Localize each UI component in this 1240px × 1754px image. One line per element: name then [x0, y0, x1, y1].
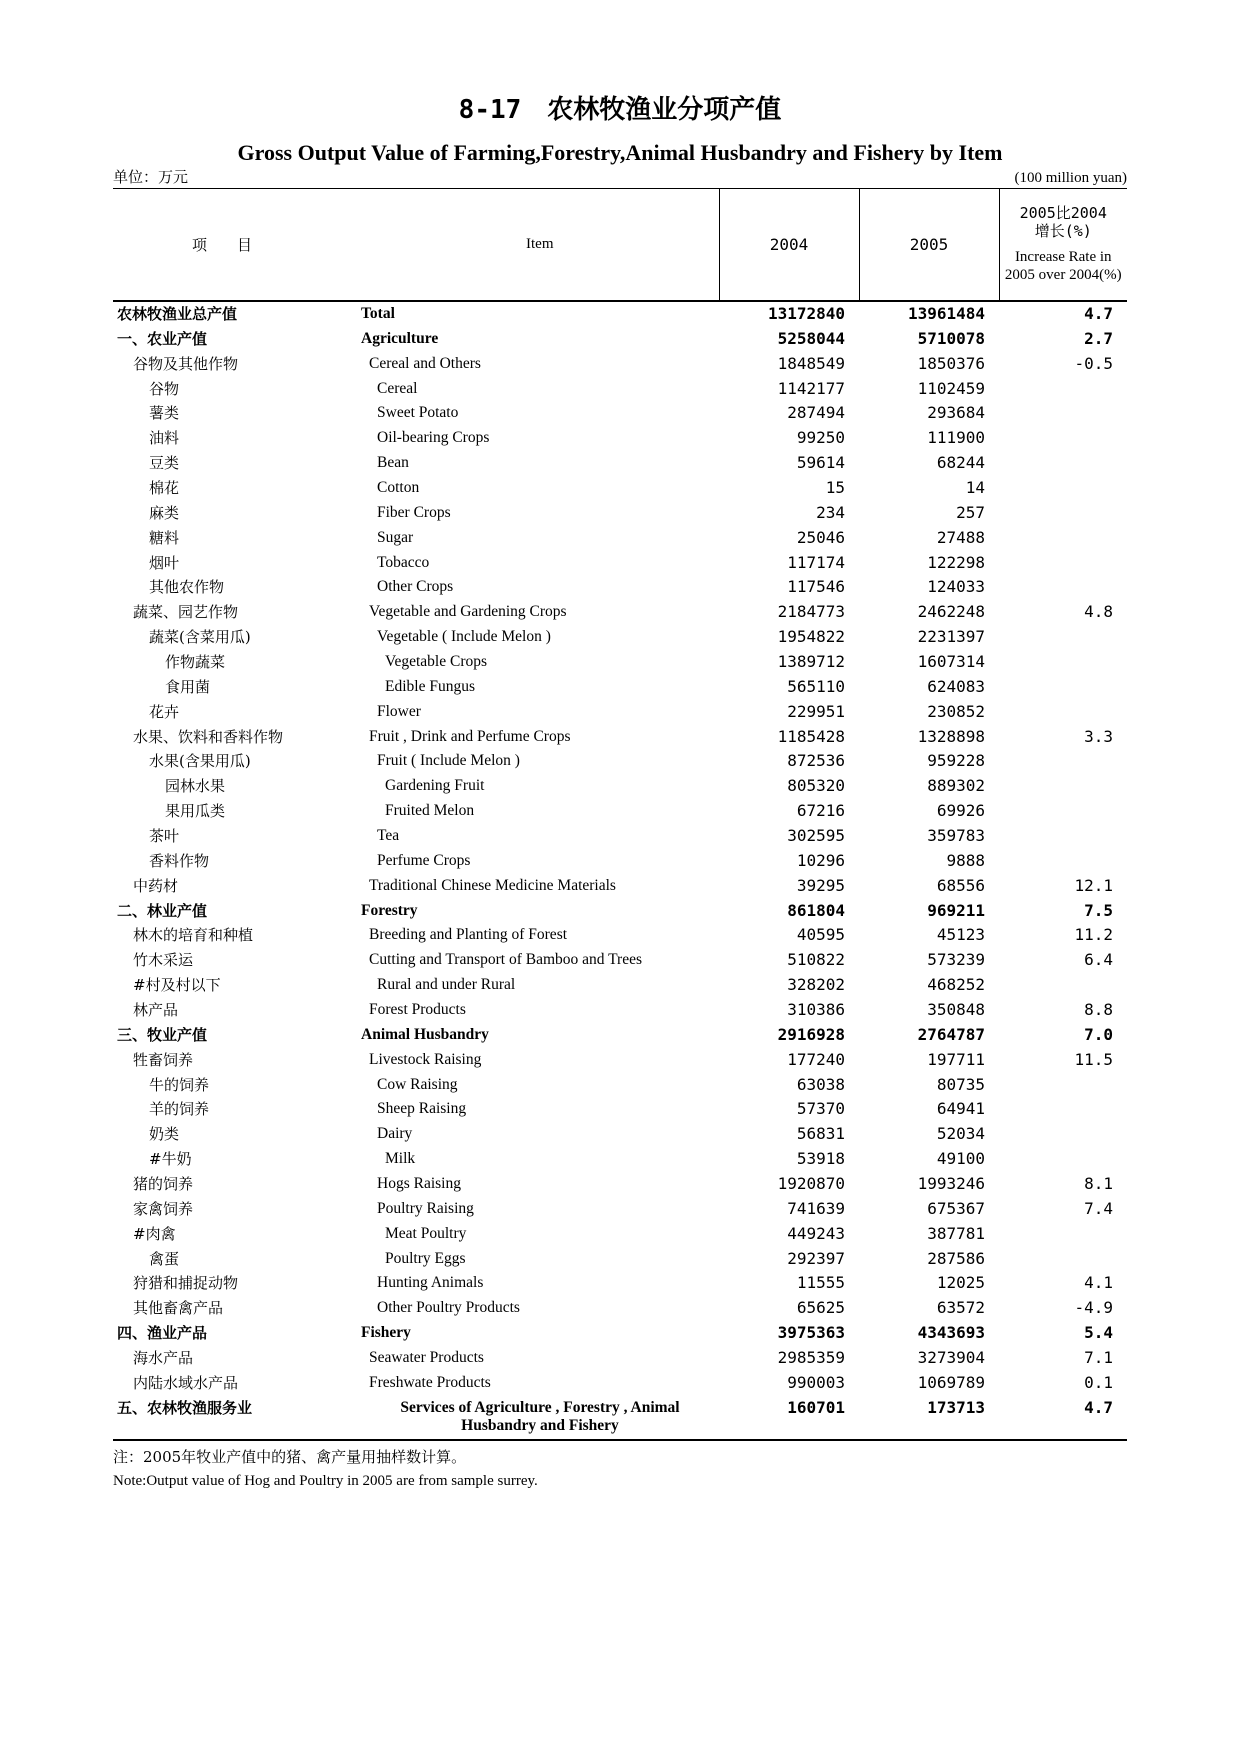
cell-value-2005: 69926: [936, 801, 985, 821]
cell-value-2005: 350848: [927, 999, 985, 1019]
cell-item-cn: 糖料: [149, 528, 180, 547]
cell-item-en: Services of Agriculture , Forestry , Animal Husbandry and Fishery: [400, 1399, 680, 1435]
unit-cn: 单位：万元: [113, 170, 189, 186]
table-body: [113, 301, 1127, 1441]
table-title-cn: [113, 90, 1127, 130]
cell-item-en: Cereal: [377, 379, 418, 397]
cell-value-2004: 1920870: [777, 1174, 845, 1193]
cell-item-en: Sheep Raising: [377, 1100, 467, 1118]
table-row: [113, 873, 1127, 898]
cell-value-2005: 197711: [927, 1049, 985, 1069]
header-increase-cn-1: 2005比2004: [1019, 204, 1107, 223]
cell-value-2005: 1607314: [917, 651, 985, 671]
cell-item-en: Breeding and Planting of Forest: [369, 926, 568, 944]
table-row: [113, 650, 1127, 675]
table-row: [113, 301, 1127, 327]
table-row: [113, 1147, 1127, 1172]
table-row: [113, 1196, 1127, 1221]
cell-increase: [999, 575, 1127, 600]
cell-item-cn: 猪的饲养: [133, 1175, 194, 1193]
cell-value-2005: 27488: [936, 527, 985, 547]
notes: [113, 1445, 1127, 1493]
cell-increase: 4.8: [1084, 602, 1113, 622]
cell-value-2004: 2916928: [777, 1024, 845, 1044]
cell-value-2004: 741639: [787, 1198, 845, 1218]
cell-value-2005: 387781: [927, 1223, 985, 1243]
cell-item-cn: 奶类: [149, 1125, 180, 1144]
cell-value-2005: 1993246: [917, 1174, 985, 1193]
cell-item-en: Flower: [377, 702, 421, 720]
table-row: [113, 1246, 1127, 1271]
cell-increase: -4.9: [1074, 1298, 1113, 1318]
cell-value-2005: 52034: [936, 1124, 985, 1144]
cell-value-2005: 2462248: [917, 602, 985, 622]
cell-value-2005: 64941: [936, 1099, 985, 1119]
cell-item-cn: 二、林业产值: [117, 901, 208, 920]
cell-item-cn: 羊的饲养: [149, 1100, 210, 1119]
cell-item-cn: 其他农作物: [149, 578, 225, 597]
cell-increase: -0.5: [1074, 353, 1113, 373]
cell-value-2004: 2184773: [777, 602, 845, 622]
cell-increase: [999, 774, 1127, 799]
cell-value-2005: 675367: [927, 1198, 985, 1218]
cell-value-2004: 63038: [796, 1074, 845, 1094]
cell-value-2004: 39295: [796, 875, 845, 895]
cell-value-2004: 872536: [787, 751, 845, 771]
table-row: [113, 699, 1127, 724]
cell-item-cn: 其他畜禽产品: [133, 1299, 224, 1318]
cell-item-cn: 一、农业产值: [117, 329, 208, 348]
cell-value-2004: 3975363: [777, 1323, 845, 1343]
cell-item-cn: 水果(含果用瓜): [149, 752, 251, 771]
cell-increase: 3.3: [1084, 726, 1113, 746]
table-row: [113, 1395, 1127, 1440]
cell-item-en: Vegetable and Gardening Crops: [369, 603, 567, 621]
table-row: [113, 1321, 1127, 1346]
cell-item-cn: 中药材: [133, 876, 179, 895]
cell-increase: [999, 1122, 1127, 1147]
table-row: [113, 625, 1127, 650]
cell-item-en: Other Crops: [377, 578, 454, 596]
cell-value-2005: 2231397: [917, 627, 985, 647]
table-number: 8-17: [458, 95, 522, 125]
cell-item-en: Poultry Eggs: [385, 1249, 466, 1267]
cell-item-cn: 牲畜饲养: [133, 1050, 194, 1069]
cell-increase: 8.1: [1084, 1174, 1113, 1193]
cell-value-2004: 1142177: [777, 378, 845, 398]
cell-value-2005: 2764787: [917, 1024, 985, 1044]
table-row: [113, 550, 1127, 575]
cell-item-en: Agriculture: [361, 329, 439, 347]
cell-item-en: Forest Products: [369, 1000, 466, 1018]
cell-value-2005: 4343693: [917, 1323, 985, 1343]
table-row: [113, 376, 1127, 401]
cell-increase: [999, 824, 1127, 849]
cell-item-en: Vegetable Crops: [385, 652, 488, 670]
cell-value-2004: 302595: [787, 825, 845, 845]
cell-value-2004: 56831: [796, 1124, 845, 1144]
cell-increase: [999, 699, 1127, 724]
cell-value-2004: 328202: [787, 975, 845, 995]
cell-item-en: Seawater Products: [369, 1349, 484, 1367]
cell-item-cn: 麻类: [149, 503, 180, 522]
cell-increase: [999, 525, 1127, 550]
cell-item-cn: 薯类: [149, 404, 180, 423]
cell-value-2005: 111900: [927, 428, 985, 448]
cell-increase: [999, 376, 1127, 401]
cell-increase: 11.2: [1074, 925, 1113, 945]
table-row: [113, 1271, 1127, 1296]
cell-increase: 4.7: [1084, 1398, 1113, 1418]
cell-item-en: Edible Fungus: [385, 677, 475, 695]
cell-item-en: Meat Poultry: [385, 1224, 467, 1242]
cell-value-2004: 40595: [796, 925, 845, 945]
cell-value-2005: 49100: [936, 1149, 985, 1169]
table-row: [113, 1022, 1127, 1047]
table-row: [113, 426, 1127, 451]
cell-value-2004: 65625: [796, 1298, 845, 1318]
header-increase: [999, 189, 1127, 301]
cell-item-cn: 林产品: [133, 1000, 179, 1019]
table-row: [113, 401, 1127, 426]
table-row: [113, 674, 1127, 699]
cell-value-2005: 1328898: [917, 726, 985, 746]
cell-increase: [999, 650, 1127, 675]
cell-increase: [999, 426, 1127, 451]
table-row: [113, 948, 1127, 973]
unit-en: (100 million yuan): [1014, 170, 1127, 186]
cell-value-2005: 959228: [927, 751, 985, 771]
header-increase-cn-2: 增长(%): [1034, 222, 1092, 241]
cell-increase: 11.5: [1074, 1049, 1113, 1069]
cell-value-2004: 2985359: [777, 1348, 845, 1368]
cell-item-en: Gardening Fruit: [385, 777, 485, 795]
cell-value-2005: 257: [956, 502, 985, 522]
table-row: [113, 973, 1127, 998]
cell-item-en: Animal Husbandry: [361, 1025, 489, 1043]
table-row: [113, 1172, 1127, 1197]
cell-value-2005: 287586: [927, 1248, 985, 1268]
cell-item-en: Fiber Crops: [377, 503, 451, 521]
cell-value-2005: 45123: [936, 925, 985, 945]
cell-item-cn: 牛的饲养: [149, 1075, 210, 1094]
cell-item-cn: 蔬菜(含菜用瓜): [149, 628, 251, 647]
table-row: [113, 1072, 1127, 1097]
cell-value-2004: 117174: [787, 552, 845, 572]
cell-increase: [999, 973, 1127, 998]
cell-item-cn: 内陆水域水产品: [133, 1373, 239, 1392]
table-row: [113, 799, 1127, 824]
cell-item-cn: 谷物: [149, 379, 180, 398]
table-row: [113, 351, 1127, 376]
table-row: [113, 476, 1127, 501]
cell-item-cn: 花卉: [149, 702, 180, 721]
cell-value-2004: 67216: [796, 801, 845, 821]
cell-item-en: Cereal and Others: [369, 354, 481, 372]
cell-item-cn: 竹木采运: [133, 951, 194, 970]
cell-item-cn: 棉花: [149, 478, 180, 497]
cell-value-2004: 10296: [796, 850, 845, 870]
cell-value-2005: 1102459: [917, 378, 985, 398]
cell-item-en: Milk: [385, 1150, 416, 1168]
cell-increase: [999, 476, 1127, 501]
cell-increase: 0.1: [1084, 1372, 1113, 1392]
cell-increase: [999, 674, 1127, 699]
cell-value-2005: 173713: [927, 1398, 985, 1418]
table-row: [113, 451, 1127, 476]
cell-item-en: Sugar: [377, 528, 414, 546]
cell-value-2005: 68556: [936, 875, 985, 895]
cell-value-2005: 359783: [927, 825, 985, 845]
cell-item-cn: 香料作物: [149, 851, 210, 870]
table-row: [113, 848, 1127, 873]
cell-value-2005: 1069789: [917, 1372, 985, 1392]
cell-increase: 12.1: [1074, 875, 1113, 895]
cell-value-2005: 9888: [946, 850, 985, 870]
cell-item-cn: 豆类: [149, 454, 180, 473]
cell-value-2004: 117546: [787, 577, 845, 597]
cell-value-2004: 861804: [787, 900, 845, 920]
header-increase-en: Increase Rate in 2005 over 2004(%): [1004, 249, 1122, 284]
cell-increase: 7.0: [1084, 1024, 1113, 1044]
cell-item-en: Fishery: [361, 1324, 411, 1342]
cell-value-2004: 565110: [787, 676, 845, 696]
cell-value-2005: 122298: [927, 552, 985, 572]
cell-value-2004: 177240: [787, 1049, 845, 1069]
cell-value-2004: 805320: [787, 776, 845, 796]
cell-value-2005: 68244: [936, 453, 985, 473]
cell-item-cn: #村及村以下: [133, 976, 221, 995]
cell-value-2004: 510822: [787, 950, 845, 970]
table-row: [113, 525, 1127, 550]
cell-item-en: Oil-bearing Crops: [377, 429, 490, 447]
cell-item-cn: 狩猎和捕捉动物: [133, 1274, 239, 1293]
table-row: [113, 575, 1127, 600]
cell-value-2004: 160701: [787, 1398, 845, 1418]
cell-increase: [999, 451, 1127, 476]
cell-item-cn: 果用瓜类: [165, 802, 226, 821]
header-2005: 2005: [859, 189, 999, 301]
cell-item-en: Cow Raising: [377, 1075, 458, 1093]
cell-value-2004: 292397: [787, 1248, 845, 1268]
cell-value-2005: 5710078: [917, 328, 985, 348]
cell-value-2005: 12025: [936, 1273, 985, 1293]
header-2004: 2004: [719, 189, 859, 301]
cell-value-2004: 11555: [796, 1273, 845, 1293]
cell-value-2004: 449243: [787, 1223, 845, 1243]
cell-increase: 4.7: [1084, 303, 1113, 323]
cell-value-2005: 13961484: [907, 303, 985, 323]
cell-increase: [999, 848, 1127, 873]
table-row: [113, 724, 1127, 749]
cell-item-cn: 油料: [149, 429, 180, 448]
cell-value-2005: 293684: [927, 403, 985, 423]
cell-item-cn: 园林水果: [165, 777, 226, 796]
cell-item-en: Cotton: [377, 478, 420, 496]
cell-item-en: Traditional Chinese Medicine Materials: [369, 876, 616, 894]
cell-value-2005: 63572: [936, 1298, 985, 1318]
table-row: [113, 923, 1127, 948]
cell-increase: [999, 1246, 1127, 1271]
cell-value-2005: 14: [965, 477, 985, 497]
cell-increase: [999, 749, 1127, 774]
cell-increase: [999, 1072, 1127, 1097]
cell-item-en: Rural and under Rural: [377, 976, 516, 994]
cell-increase: 6.4: [1084, 950, 1113, 970]
cell-value-2004: 1389712: [777, 651, 845, 671]
cell-item-cn: 禽蛋: [149, 1249, 180, 1268]
cell-item-en: Bean: [377, 454, 409, 472]
cell-increase: [999, 799, 1127, 824]
header-item-cn: 项目: [191, 235, 282, 254]
cell-value-2005: 80735: [936, 1074, 985, 1094]
table-row: [113, 749, 1127, 774]
table-row: [113, 1370, 1127, 1395]
title-cn-text: 农林牧渔业分项产值: [547, 95, 782, 125]
table-row: [113, 898, 1127, 923]
cell-value-2004: 1848549: [777, 353, 845, 373]
cell-item-en: Fruit , Drink and Perfume Crops: [369, 727, 571, 745]
cell-item-cn: 林木的培育和种植: [133, 926, 254, 945]
cell-item-en: Perfume Crops: [377, 851, 471, 869]
table-title-en: Gross Output Value of Farming,Forestry,Animal Husbandry and Fishery by Item: [237, 140, 1003, 165]
table-row: [113, 1097, 1127, 1122]
cell-increase: [999, 550, 1127, 575]
cell-value-2004: 5258044: [777, 328, 845, 348]
cell-item-cn: 五、农林牧渔服务业: [117, 1399, 253, 1418]
cell-item-cn: 三、牧业产值: [117, 1025, 208, 1044]
table-row: [113, 600, 1127, 625]
cell-item-en: Hogs Raising: [377, 1175, 461, 1192]
table-header: [113, 189, 1127, 301]
cell-value-2004: 1185428: [777, 726, 845, 746]
cell-increase: 7.5: [1084, 900, 1113, 920]
cell-value-2005: 468252: [927, 975, 985, 995]
cell-item-cn: 蔬菜、园艺作物: [133, 603, 239, 622]
cell-increase: [999, 500, 1127, 525]
cell-value-2004: 1954822: [777, 627, 845, 647]
cell-increase: [999, 1097, 1127, 1122]
cell-item-en: Livestock Raising: [369, 1050, 482, 1068]
note-cn: 注：2005年牧业产值中的猪、禽产量用抽样数计算。: [113, 1448, 467, 1467]
cell-item-cn: 作物蔬菜: [165, 652, 226, 671]
cell-value-2004: 310386: [787, 999, 845, 1019]
page: [113, 90, 1127, 1493]
cell-value-2005: 3273904: [917, 1348, 985, 1368]
cell-item-cn: 烟叶: [149, 553, 180, 572]
cell-increase: [999, 625, 1127, 650]
cell-value-2005: 624083: [927, 676, 985, 696]
cell-item-en: Vegetable ( Include Melon ): [377, 628, 551, 646]
cell-item-cn: 四、渔业产品: [117, 1324, 208, 1343]
cell-value-2004: 234: [816, 502, 845, 522]
table-row: [113, 998, 1127, 1023]
cell-increase: 4.1: [1084, 1273, 1113, 1293]
cell-value-2004: 287494: [787, 403, 845, 423]
table-row: [113, 1296, 1127, 1321]
cell-value-2004: 990003: [787, 1372, 845, 1392]
cell-item-en: Freshwate Products: [369, 1373, 491, 1391]
note-en: Note:Output value of Hog and Poultry in 2005 are from sample surrey.: [113, 1473, 538, 1490]
cell-increase: 7.1: [1084, 1348, 1113, 1368]
data-table: [113, 188, 1127, 1441]
cell-value-2004: 15: [825, 477, 845, 497]
cell-value-2005: 230852: [927, 701, 985, 721]
cell-value-2004: 57370: [796, 1099, 845, 1119]
cell-item-cn: 水果、饮料和香料作物: [133, 727, 284, 746]
cell-value-2004: 59614: [796, 453, 845, 473]
cell-item-en: Tea: [377, 826, 400, 844]
cell-value-2005: 1850376: [917, 353, 985, 373]
cell-item-en: Poultry Raising: [377, 1199, 474, 1217]
cell-item-cn: 农林牧渔业总产值: [117, 304, 238, 323]
cell-value-2005: 969211: [927, 900, 985, 920]
cell-item-en: Dairy: [377, 1125, 413, 1143]
cell-increase: [999, 1147, 1127, 1172]
cell-item-en: Cutting and Transport of Bamboo and Trees: [369, 951, 642, 969]
cell-item-en: Sweet Potato: [377, 404, 459, 422]
table-row: [113, 1346, 1127, 1371]
cell-value-2004: 53918: [796, 1149, 845, 1169]
table-row: [113, 824, 1127, 849]
cell-value-2004: 13172840: [767, 303, 845, 323]
cell-increase: [999, 1221, 1127, 1246]
cell-item-cn: 食用菌: [165, 677, 211, 696]
cell-item-en: Total: [361, 304, 395, 322]
cell-increase: 7.4: [1084, 1198, 1113, 1218]
table-row: [113, 1047, 1127, 1072]
cell-item-cn: 茶叶: [149, 826, 180, 845]
table-row: [113, 1122, 1127, 1147]
cell-value-2004: 25046: [796, 527, 845, 547]
cell-item-en: Hunting Animals: [377, 1274, 484, 1292]
table-row: [113, 500, 1127, 525]
cell-increase: 8.8: [1084, 999, 1113, 1019]
cell-value-2004: 229951: [787, 701, 845, 721]
unit-line: [113, 168, 1127, 188]
table-row: [113, 326, 1127, 351]
cell-increase: 5.4: [1084, 1323, 1113, 1343]
cell-item-cn: 家禽饲养: [133, 1199, 194, 1218]
cell-item-en: Other Poultry Products: [377, 1299, 520, 1317]
cell-item-en: Fruited Melon: [385, 802, 475, 820]
table-row: [113, 1221, 1127, 1246]
cell-item-en: Tobacco: [377, 553, 430, 571]
cell-value-2005: 889302: [927, 776, 985, 796]
cell-item-cn: #牛奶: [149, 1150, 192, 1169]
cell-value-2004: 99250: [796, 428, 845, 448]
cell-item-cn: 谷物及其他作物: [133, 354, 239, 373]
cell-item-cn: #肉禽: [133, 1224, 176, 1243]
cell-value-2005: 573239: [927, 950, 985, 970]
header-item-en: Item: [526, 235, 554, 252]
cell-value-2005: 124033: [927, 577, 985, 597]
cell-increase: 2.7: [1084, 328, 1113, 348]
cell-increase: [999, 401, 1127, 426]
cell-item-en: Fruit ( Include Melon ): [377, 752, 520, 770]
table-row: [113, 774, 1127, 799]
cell-item-en: Forestry: [361, 901, 418, 919]
cell-item-cn: 海水产品: [133, 1349, 194, 1368]
